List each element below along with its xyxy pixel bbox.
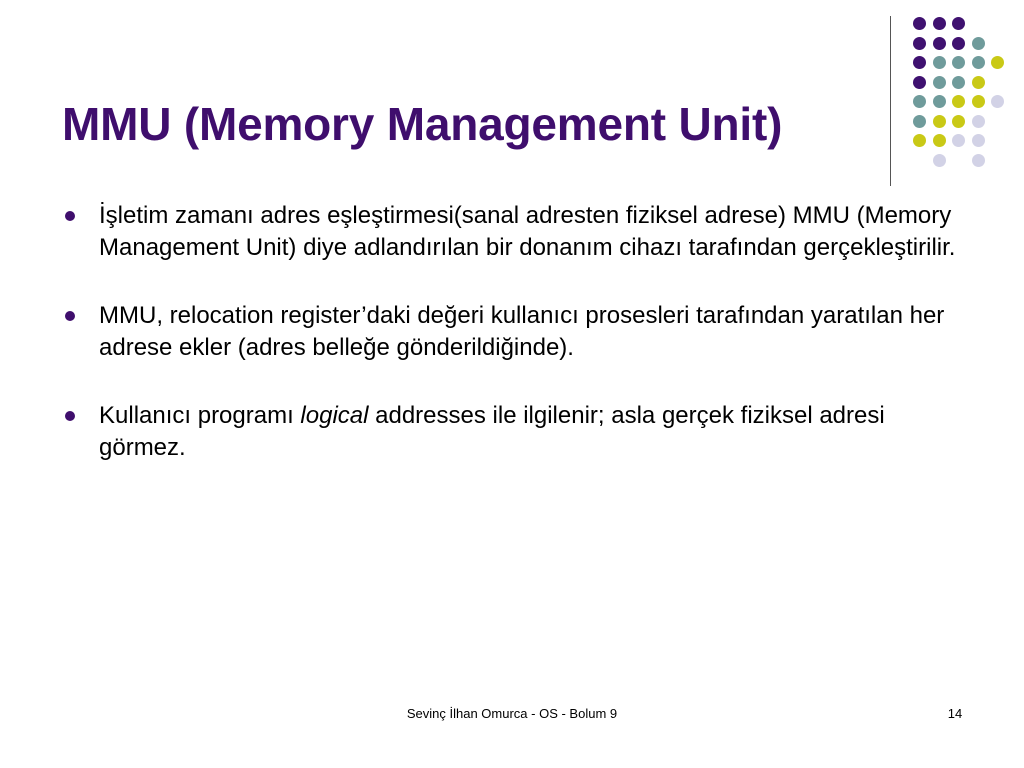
- decorative-dot: [952, 37, 965, 50]
- decorative-dot: [933, 37, 946, 50]
- decorative-dot: [952, 134, 965, 147]
- decorative-dot: [952, 95, 965, 108]
- decorative-dot: [952, 115, 965, 128]
- decorative-dot: [952, 56, 965, 69]
- decorative-dot: [991, 95, 1004, 108]
- decorative-dot: [972, 76, 985, 89]
- decorative-dot: [972, 95, 985, 108]
- vertical-divider: [890, 16, 891, 186]
- decorative-dot: [913, 134, 926, 147]
- footer-text: Sevinç İlhan Omurca - OS - Bolum 9: [406, 706, 618, 721]
- decorative-dot: [933, 134, 946, 147]
- bullet-text-italic: logical: [300, 402, 369, 429]
- decorative-dot: [933, 95, 946, 108]
- bullet-item: [62, 300, 962, 364]
- bullet-item: [62, 200, 962, 264]
- decorative-dot: [913, 37, 926, 50]
- decorative-dot: [913, 95, 926, 108]
- decorative-dot: [913, 115, 926, 128]
- decorative-dot: [952, 17, 965, 30]
- bullet-dot-icon: [65, 411, 75, 421]
- bullet-text-continued: addresses ile ilgilenir; asla gerçek fiziksel adresi görmez.: [99, 402, 885, 461]
- decorative-dot: [913, 76, 926, 89]
- decorative-dot: [933, 17, 946, 30]
- decorative-dot: [972, 115, 985, 128]
- decorative-dot: [972, 37, 985, 50]
- decorative-dot: [913, 17, 926, 30]
- decorative-dot: [972, 154, 985, 167]
- decorative-dot: [933, 56, 946, 69]
- decorative-dot: [991, 56, 1004, 69]
- decorative-dot: [933, 154, 946, 167]
- decorative-dot: [952, 76, 965, 89]
- bullet-item: [62, 400, 962, 464]
- bullet-dot-icon: [65, 311, 75, 321]
- decorative-dot: [913, 56, 926, 69]
- bullet-text: MMU, relocation register’daki değeri kullanıcı prosesleri tarafından yaratılan her adrese ekler (adres belleğe gönderildiğinde).: [99, 302, 945, 361]
- decorative-dot: [972, 134, 985, 147]
- bullet-dot-icon: [65, 211, 75, 221]
- page-number: 14: [947, 706, 963, 721]
- decorative-dot: [972, 56, 985, 69]
- decorative-dot: [933, 115, 946, 128]
- slide-title: MMU (Memory Management Unit): [62, 98, 783, 150]
- bullet-text: Kullanıcı programı: [99, 402, 301, 429]
- decorative-dot: [933, 76, 946, 89]
- bullet-list: [62, 200, 962, 500]
- bullet-text: İşletim zamanı adres eşleştirmesi(sanal adresten fiziksel adrese) MMU (Memory Management Unit) diye adlandırılan bir donanım cihazı tarafından gerçekleştirilir.: [99, 202, 956, 261]
